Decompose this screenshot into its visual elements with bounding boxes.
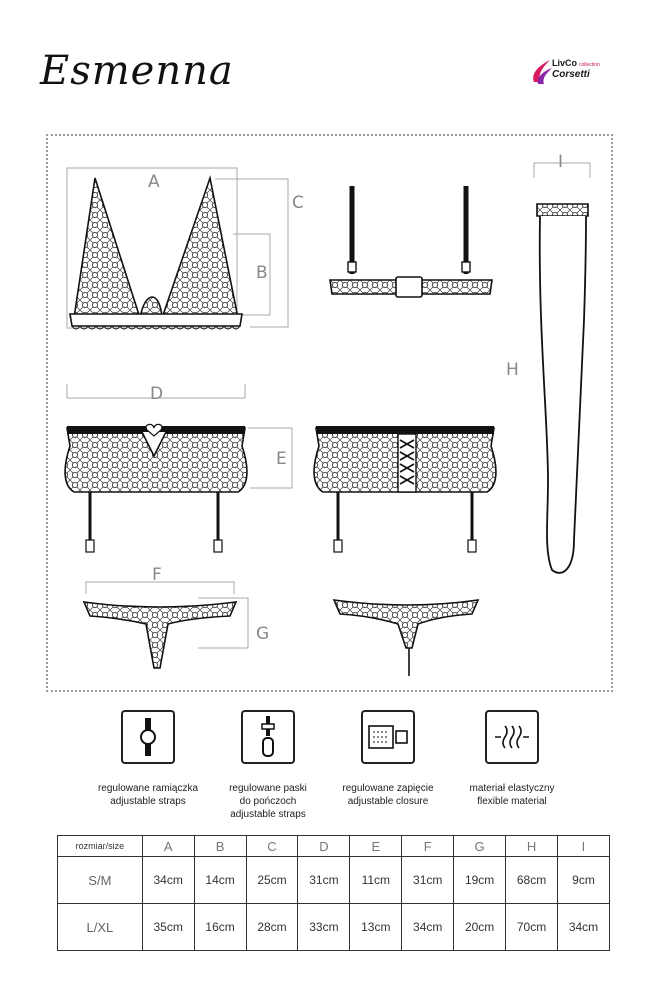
bra-back-drawing <box>330 186 492 297</box>
table-cell: 33cm <box>298 904 350 951</box>
measure-label-h: H <box>506 360 519 380</box>
column-header: D <box>298 836 350 857</box>
measure-label-a: A <box>148 172 160 192</box>
garter-belt-front-drawing <box>65 424 247 552</box>
column-header: G <box>454 836 506 857</box>
column-header: H <box>506 836 558 857</box>
bra-front-drawing <box>70 178 242 329</box>
product-title: Esmenna <box>40 48 234 94</box>
table-cell: 70cm <box>506 904 558 951</box>
measure-label-d: D <box>150 384 164 404</box>
measure-label-g: G <box>256 624 270 644</box>
elastic-material-icon <box>485 710 539 764</box>
table-row <box>58 904 610 951</box>
table-cell: 34cm <box>557 904 609 951</box>
feature-label-pl: regulowane ramiączka <box>97 783 199 794</box>
feature-label-en: adjustable straps <box>230 809 306 820</box>
thong-front-drawing <box>84 602 236 668</box>
column-header: E <box>350 836 402 857</box>
feature-label-pl: materiał elastyczny <box>469 783 555 794</box>
table-cell: 35cm <box>142 904 194 951</box>
column-header: B <box>194 836 246 857</box>
size-table <box>57 835 610 951</box>
feature-label-en: adjustable straps <box>110 796 186 807</box>
table-cell: 25cm <box>246 857 298 904</box>
table-cell: 13cm <box>350 904 402 951</box>
measure-label-f: F <box>152 565 162 585</box>
table-cell: 19cm <box>454 857 506 904</box>
feature-adjustable-closure <box>318 710 458 808</box>
table-cell: 34cm <box>142 857 194 904</box>
adjustable-strap-icon <box>121 710 175 764</box>
table-cell: 68cm <box>506 857 558 904</box>
feature-label-en: adjustable closure <box>347 796 429 807</box>
hook-closure-icon <box>361 710 415 764</box>
size-label: S/M <box>58 857 143 904</box>
feature-label-pl: regulowane zapięcie <box>342 783 434 794</box>
size-label: L/XL <box>58 904 143 951</box>
thong-back-drawing <box>334 600 478 676</box>
measure-label-i: I <box>558 152 564 172</box>
garter-belt-back-drawing <box>314 426 496 552</box>
column-header: A <box>142 836 194 857</box>
stocking-drawing <box>537 204 588 573</box>
table-cell: 31cm <box>298 857 350 904</box>
feature-label-pl-2: do pończoch <box>239 796 297 807</box>
measure-label-c: C <box>292 193 304 213</box>
table-cell: 28cm <box>246 904 298 951</box>
table-cell: 31cm <box>402 857 454 904</box>
feature-adjustable-straps <box>78 710 218 808</box>
brand-name-bottom: Corsetti <box>552 69 590 80</box>
feature-elastic-material <box>442 710 582 808</box>
table-cell: 14cm <box>194 857 246 904</box>
table-cell: 20cm <box>454 904 506 951</box>
measure-label-e: E <box>276 449 287 469</box>
table-cell: 34cm <box>402 904 454 951</box>
brand-name-top: LivCo collection <box>552 58 600 68</box>
garter-strap-icon <box>241 710 295 764</box>
column-header: I <box>557 836 609 857</box>
measure-label-b: B <box>256 263 268 283</box>
table-cell: 11cm <box>350 857 402 904</box>
table-cell: 16cm <box>194 904 246 951</box>
column-header: C <box>246 836 298 857</box>
feature-garter-straps <box>198 710 338 821</box>
size-header-label: rozmiar/size <box>58 836 143 857</box>
table-row <box>58 857 610 904</box>
size-table-header <box>58 836 610 857</box>
column-header: F <box>402 836 454 857</box>
table-cell: 9cm <box>557 857 609 904</box>
feature-label-en: flexible material <box>477 796 547 807</box>
feature-label-pl: regulowane paski <box>229 783 307 794</box>
